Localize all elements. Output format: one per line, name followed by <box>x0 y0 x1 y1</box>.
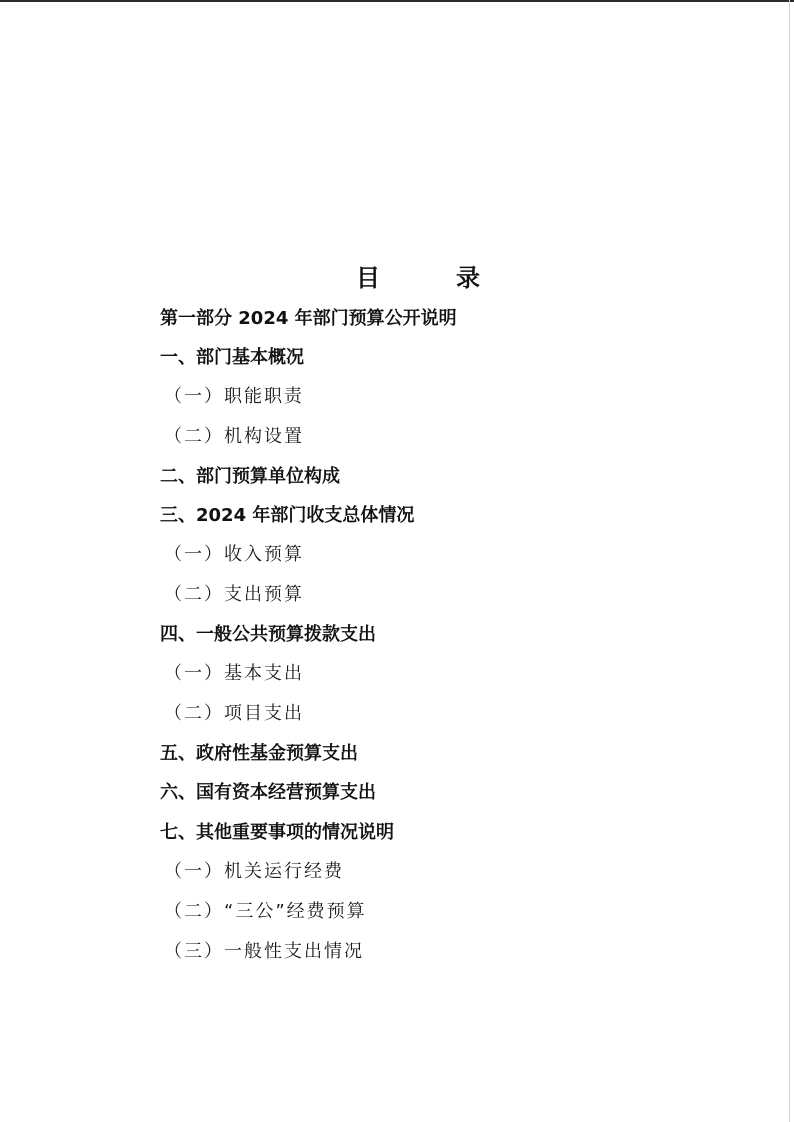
toc-subsection-4-2: （二）项目支出 <box>164 703 304 724</box>
toc-subsection-7-1: （一）机关运行经费 <box>164 861 344 882</box>
toc-subsection-7-2: （二）“三公”经费预算 <box>164 901 367 922</box>
toc-subsection-3-1: （一）收入预算 <box>164 544 304 565</box>
toc-subsection-1-2: （二）机构设置 <box>164 426 304 447</box>
toc-subsection-4-1: （一）基本支出 <box>164 663 304 684</box>
toc-section-7: 七、其他重要事项的情况说明 <box>160 822 394 843</box>
toc-section-2: 二、部门预算单位构成 <box>160 466 340 487</box>
toc-section-5: 五、政府性基金预算支出 <box>160 743 358 764</box>
toc-subsection-7-3: （三）一般性支出情况 <box>164 941 364 962</box>
toc-subsection-1-1: （一）职能职责 <box>164 386 304 407</box>
toc-section-4: 四、一般公共预算拨款支出 <box>160 624 376 645</box>
toc-subsection-3-2: （二）支出预算 <box>164 584 304 605</box>
toc-title: 目 录 <box>356 264 506 292</box>
toc-part-one: 第一部分 2024 年部门预算公开说明 <box>160 308 457 329</box>
toc-section-1: 一、部门基本概况 <box>160 347 304 368</box>
toc-section-3: 三、2024 年部门收支总体情况 <box>160 505 415 526</box>
toc-section-6: 六、国有资本经营预算支出 <box>160 782 376 803</box>
